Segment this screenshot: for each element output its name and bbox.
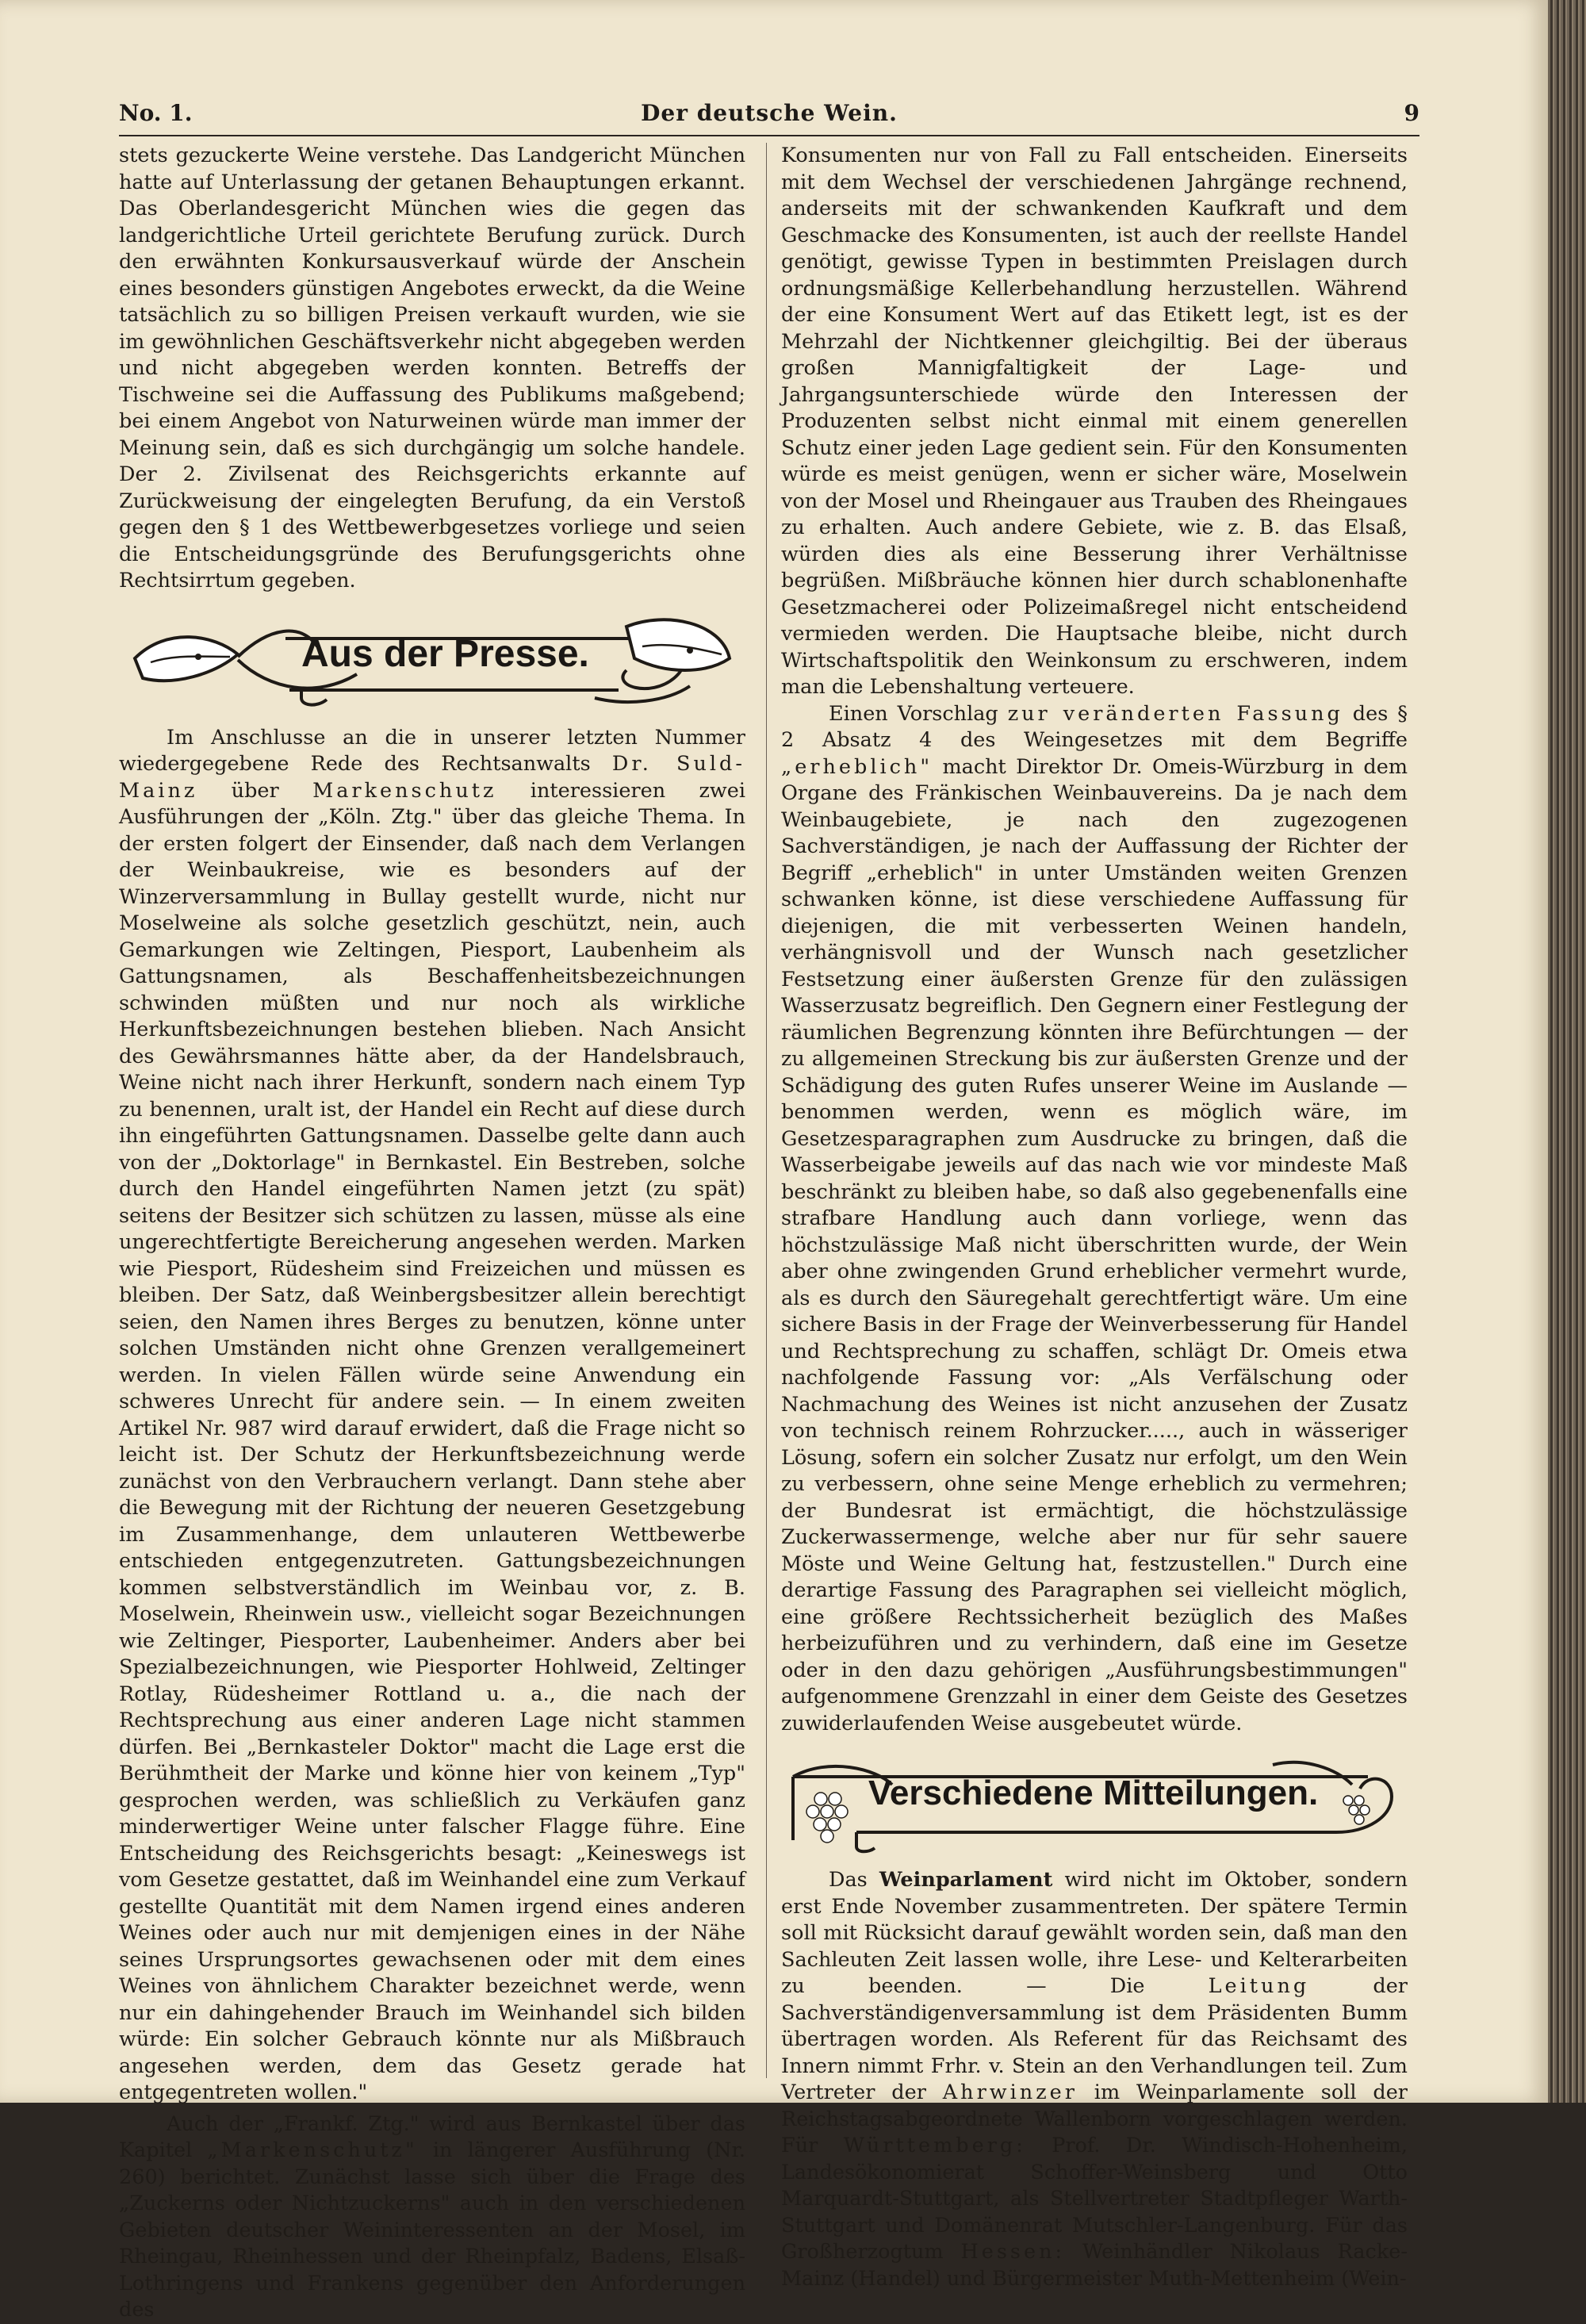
page-header <box>119 95 1419 136</box>
article-paragraph <box>781 701 1408 1738</box>
text-run: interessieren zwei Ausführungen der „Köln. Ztg." über das gleiche Thema. In der ersten folgert der Einsender, daß nach dem Verlangen der Weinbaukreise, wie es besonders auf der Winzerversammlung in Bullay gestellt wurde, nicht nur Moselweine als solche gesetzlich geschützt, nein, auch Gemarkungen wie Zeltingen, Piesport, Laubenheim als Gattungsnamen, als Beschaffenheitsbezeichnungen schwinden müßten und nur noch als wirkliche Herkunftsbezeichnungen bestehen blieben. Nach Ansicht des Gewährsmannes hätte aber, da der Handelsbrauch, Weine nicht nach ihrer Herkunft, sondern nach einem Typ zu benennen, uralt ist, der Handel ein Recht auf diese durch ihn eingeführten Gattungsnamen. Dasselbe gelte dann auch von der „Doktorlage" in Bernkastel. Ein Bestreben, solche durch den Handel eingeführten Namen jetzt (zu spät) seitens der Besitzer sich schützen zu lassen, müsse als eine ungerechtfertigte Bereicherung angesehen werden. Marken wie Piesport, Rüdesheim sind Freizeichen und müssen es bleiben. Der Satz, daß Weinbergsbesitzer allein berechtigt seien, den Namen ihres Berges zu benutzen, könne unter solchen Umständen nicht ohne Grenzen verallgemeinert werden. In vielen Fällen würde seine Anwendung ein schweres Unrecht für andere sein. — In einem zweiten Artikel Nr. 987 wird darauf erwidert, daß die Frage nicht so leicht ist. Der Schutz der Herkunftsbezeichnung werde zunächst von den Verbrauchern verlangt. Dann stehe aber die Bewegung mit der Richtung der neueren Gesetzgebung im Zusammenhange, dem unlauteren Wettbewerbe entschieden entgegenzutreten. Gattungsbezeichnungen kommen selbstverständlich im Weinbau vor, z. B. Moselwein, Rheinwein usw., vielleicht sogar Bezeichnungen wie Zeltinger, Piesporter, Laubenheimer. Anders aber bei Spezialbezeichnungen, wie Piesporter Hohlweid, Zeltinger Rotlay, Rüdesheimer Rottland u. a., die nach der Rechtsprechung aus einer anderen Lage nicht stammen dürfen. Bei „Bernkasteler Doktor" macht die Lage erst die Berühmtheit der Marke und könne hier von keinem „Typ" gesprochen werden, was schließlich zu Verkäufen ganz minderwertiger Weine unter falscher Flagge führe. Eine Entscheidung des Reichsgerichts besagt: „Keineswegs ist vom Gesetze gestattet, daß im Weinhandel eine zum Verkauf gestellte Quantität mit dem Namen irgend eines anderen Weines oder auch nur mit demjenigen eines in der Nähe seines Ursprungsortes gewachsenen oder mit dem eines Weines von ähnlichem Charakter bezeichnet werde, wenn nur ein dahingehender Brauch im Weinhandel sich bilden würde: Ein solcher Gebrauch könnte nur als Mißbrauch angesehen werden, dem das Gesetz gerade hat entgegentreten wollen." <box>119 778 745 2104</box>
spaced-term: Markenschutz <box>312 778 497 803</box>
spaced-term: „erheblich" <box>781 754 933 779</box>
left-column <box>119 143 745 2324</box>
section-title-mitteilungen: Verschiedene Mitteilungen. <box>868 1774 1319 1812</box>
text-run: wird nicht im Oktober, sondern erst Ende November zusammentreten. Der spätere Termin soll mit Rücksicht darauf gewählt worden sein, daß man den Sachleuten Zeit lassen wolle, ihre Lese- und Kelterarbeiten zu beenden. — Die <box>781 1868 1408 1998</box>
bold-term: Weinparlament <box>879 1868 1053 1892</box>
article-paragraph <box>119 725 745 2107</box>
text-run: Im Anschlusse an die in unserer letzten Nummer wiedergegebene Rede des Rechtsanwalts <box>119 725 745 776</box>
text-run: Das <box>829 1868 879 1892</box>
text-run: der Sachverständigenversammlung ist dem Präsidenten Bumm übertragen worden. Als Referent für das Reichsamt des Innern nimmt Frhr. v. Stein an den Verhandlungen teil. Zum Vertreter der <box>781 1974 1408 2104</box>
issue-number: No. 1. <box>119 100 193 126</box>
spaced-term: Hessen: <box>960 2240 1066 2264</box>
column-divider <box>766 143 767 2078</box>
text-run: des § 2 Absatz 4 des Weingesetzes mit dem Begriffe <box>781 701 1408 752</box>
publication-title: Der deutsche Wein. <box>641 100 898 126</box>
article-paragraph <box>119 2111 745 2324</box>
text-run: macht Direktor Dr. Omeis-Würzburg in dem Organe des Fränkischen Weinbauvereins. Da je nach dem Weinbaugebiete, je nach den zugezogenen Sachverständigen, je nach der Auffassung der Richter der Begriff „erheblich" in unter Umständen weiten Grenzen schwanken könne, ist diese verschiedene Auffassung für diejenigen, die mit verbesserten Weinen handeln, verhängnisvoll und der Wunsch nach gesetzlicher Festsetzung einer äußersten Grenze für den zulässigen Wasserzusatz begreiflich. Den Gegnern einer Festlegung der räumlichen Begrenzung könnten ihre Befürchtungen — der zu allgemeinen Streckung bis zur äußersten Grenze und der Schädigung des guten Rufes unserer Weine im Auslande — benommen werden, wenn es möglich wäre, im Gesetzesparagraphen zum Ausdrucke zu bringen, daß die Wasserbeigabe jeweils auf das nach wie vor mindeste Maß beschränkt zu bleiben habe, so daß also gegebenenfalls eine strafbare Handlung auch dann vorliege, wenn das höchstzulässige Maß nicht überschritten wurde, der Wein aber ohne zwingenden Grund erheblicher vermehrt wurde, als es durch den Säuregehalt gerechtfertigt wäre. Um eine sichere Basis in der Frage der Weinverbesserung für Handel und Rechtsprechung zu schaffen, schlägt Dr. Omeis etwa nachfolgende Fassung vor: „Als Verfälschung oder Nachmachung des Weines ist nicht anzusehen der Zusatz von technisch reinem Rohrzucker....., auch in wässeriger Lösung, sofern ein solcher Zusatz nur erfolgt, um den Wein zu verbessern, ohne seine Menge erheblich zu vermehren; der Bundesrat ist ermächtigt, die höchstzulässige Zuckerwassermenge, welche aber nur für sehr sauere Möste und Weine Geltung hat, festzustellen." Durch eine derartige Fassung des Paragraphen sei vielleicht möglich, eine größere Rechtssicherheit bezüglich des Maßes herbeizuführen und zu verhindern, daß eine im Gesetze oder in den dazu gehörigen „Ausführungsbestimmungen" aufgenommene Grenzzahl in einer dem Geiste des Gesetzes zuwiderlaufenden Weise ausgebeutet würde. <box>781 754 1408 1735</box>
text-run: in längerer Ausführung (Nr. 260) berichtet. Zunächst lasse sich über die Frage des „Zuckerns oder Nichtzuckerns" auch in den verschiedenen Gebieten deutscher Weininteressenten an der Mosel, im Rheingau, Rheinhessen und der Rheinpfalz, Badens, Elsaß-Lothringens und Frankens gegenüber den Anforderungen des <box>119 2138 745 2322</box>
article-paragraph <box>781 1867 1408 2292</box>
section-banner-presse <box>119 611 745 714</box>
text-run: Prof. Dr. Windisch-Hohenheim, Landesökonomierat Schoffer-Weinsberg und Otto Marquardt-Stuttgart, als Stellvertreter Stadtpfleger Warth-Stuttgart und Domänenrat Mutschler-Langenburg. Für das Großherzogtum <box>781 2134 1408 2264</box>
spaced-term: Leitung <box>1208 1974 1310 1998</box>
section-banner-mitteilungen <box>781 1753 1408 1856</box>
article-continuation: stets gezuckerte Weine verstehe. Das Landgericht München hatte auf Unterlassung der getanen Behauptungen erkannt. Das Oberlandesgericht München wies die gegen das landgerichtliche Urteil gerichtete Berufung zurück. Durch den erwähnten Konkursausverkauf würde der Anschein eines besonders günstigen Angebotes erweckt, da die Weine tatsächlich zu so billigen Preisen verkauft wurden, wie sie im gewöhnlichen Geschäftsverkehr nicht abgegeben werden und nicht abgegeben werden konnten. Betreffs der Tischweine sei die Auffassung des Publikums maßgebend; bei einem Angebot von Naturweinen würde man immer der Meinung sein, daß es sich durchgängig um solche handele. Der 2. Zivilsenat des Reichsgerichts erkannte auf Zurückweisung der eingelegten Berufung, da ein Verstoß gegen den § 1 des Wettbewerbgesetzes vorliege und seien die Entscheidungsgründe des Berufungsgerichts ohne Rechtsirrtum gegeben. <box>119 144 745 593</box>
text-run: Auch der „Frankf. Ztg." wird aus Bernkastel über das Kapitel <box>119 2111 745 2162</box>
spaced-term: Ahrwinzer <box>942 2080 1078 2104</box>
book-page-edges <box>1548 0 1586 2103</box>
spaced-term: Württemberg: <box>843 2134 1026 2157</box>
text-run: im Weinparlamente soll der Reichstagsabgeordnete Wallenborn vorgeschlagen werden. Für <box>781 2080 1408 2157</box>
text-run: Einen Vorschlag <box>829 701 1008 726</box>
text-run: über <box>197 778 313 803</box>
spaced-name: Dr. Suld-Mainz <box>119 752 745 803</box>
spaced-term: zur veränderten Fassung <box>1007 701 1343 726</box>
right-column <box>781 143 1408 2292</box>
section-title-presse: Aus der Presse. <box>301 632 589 675</box>
article-continuation: Konsumenten nur von Fall zu Fall entscheiden. Einerseits mit dem Wechsel der verschiedenen Jahrgänge rechnend, anderseits mit der schwankenden Kaufkraft und dem Geschmacke des Konsumenten, ist auch der reellste Handel genötigt, gewisse Typen in bestimmten Preislagen durch ordnungsmäßige Kellerbehandlung herzustellen. Während der eine Konsument Wert auf das Etikett legt, ist es der Mehrzahl der Nichtkenner gleichgiltig. Bei der überaus großen Mannigfaltigkeit der Lage- und Jahrgangsunterschiede würde den Interessen der Produzenten selbst nicht einmal mit einem generellen Schutz einer jeden Lage gedient sein. Für den Konsumenten würde es meist genügen, wenn er sicher wäre, Moselwein von der Mosel und Rheingauer aus Trauben des Rheingaues zu erhalten. Auch andere Gebiete, wie z. B. das Elsaß, würden dies als eine Besserung ihrer Verhältnisse begrüßen. Mißbräuche können hier durch schablonenhafte Gesetzmacherei oder Polizeimaßregel nicht entscheidend vermieden werden. Die Hauptsache bleibe, nicht durch Wirtschaftspolitik den Weinkonsum zu erschweren, indem man die Lebenshaltung verteuere. <box>781 144 1408 699</box>
page-number: 9 <box>1404 100 1419 126</box>
text-run: Weinhändler Nikolaus Racke-Mainz (Handel) und Bürgermeister Muth-Mettenheim (Wein- <box>781 2240 1408 2291</box>
spaced-term: „Markenschutz" <box>207 2138 418 2162</box>
